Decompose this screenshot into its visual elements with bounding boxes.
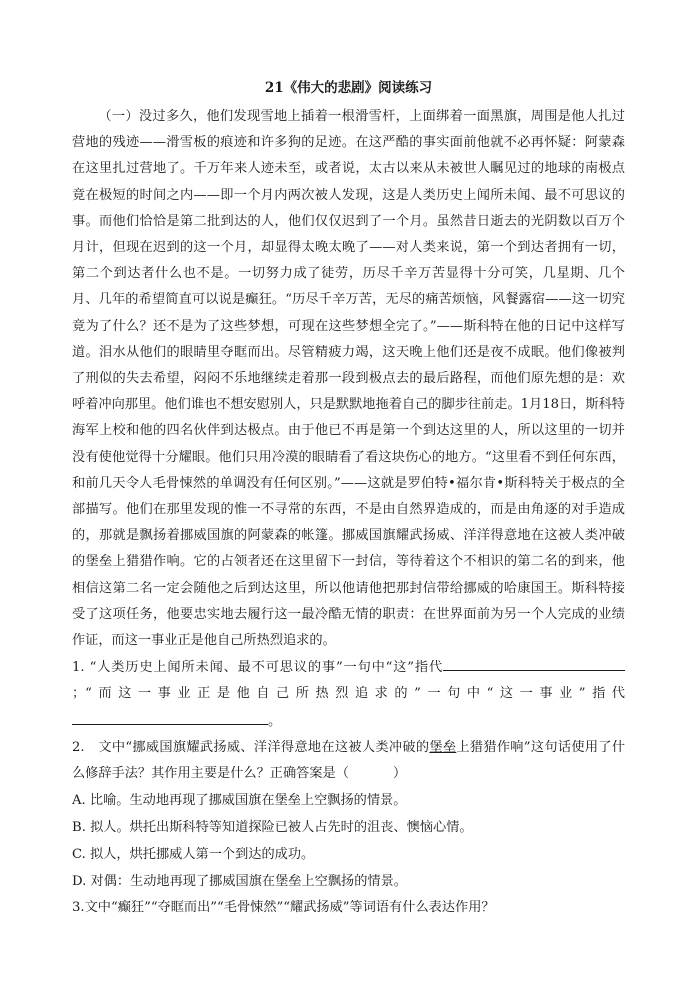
- question-2: [72, 735, 625, 787]
- option-b: B. 拟人。烘托出斯科特等知道探险已被人占先时的沮丧、懊恼心情。: [72, 820, 473, 836]
- answer-blank-1[interactable]: [443, 654, 625, 671]
- document-title: 21《伟大的悲剧》阅读练习: [264, 80, 433, 96]
- question-1-sep: ；“而这一事业正是他自己所热烈追求的”一句中“这一事业”指代: [72, 686, 625, 702]
- question-2-post: 上猎猎作响”这句话使用了什么修辞手法？其作用主要是什么？正确答案是（: [72, 739, 626, 782]
- question-2-underlined: 堡垒: [429, 739, 457, 755]
- option-c: C. 拟人，烘托挪威人第一个到达的成功。: [72, 847, 315, 863]
- question-3: 3.文中“癫狂”“夺眶而出”“毛骨悚然”“耀武扬威”等词语有什么表达作用？: [72, 900, 495, 916]
- question-1: [72, 654, 625, 735]
- question-1-part1: 1. “人类历史上闻所未闻、最不可思议的事”一句中“这”指代: [72, 660, 443, 676]
- question-2-close: ）: [392, 766, 407, 782]
- option-a: A. 比喻。生动地再现了挪威国旗在堡垒上空飘扬的情景。: [72, 793, 407, 809]
- question-1-end: 。: [268, 713, 282, 729]
- question-2-pre: 2. 文中“挪威国旗耀武扬威、洋洋得意地在这被人类冲破的: [72, 739, 430, 755]
- answer-blank-2[interactable]: [72, 708, 268, 725]
- worksheet-page: [72, 78, 625, 921]
- option-d: D. 对偶：生动地再现了挪威国旗在堡垒上空飘扬的情景。: [72, 874, 407, 890]
- reading-passage: （一）没过多久，他们发现雪地上插着一根滑雪杆，上面绑着一面黑旗，周围是他人扎过营地的残迹——滑雪板的痕迹和许多狗的足迹。在这严酷的事实面前他就不必再怀疑：阿蒙森在这里扎过营地了。千万年来人迹未至，或者说，太古以来从未被世人瞩见过的地球的南极点竟在极短的时间之内——即一个月内两次被人发现，这是人类历史上闻所未闻、最不可思议的事。而他们恰恰是第二批到达的人，他们仅仅迟到了一个月。虽然昔日逝去的光阴数以百万个月计，但现在迟到的这一个月，却显得太晚太晚了——对人类来说，第一个到达者拥有一切，第二个到达者什么也不是。一切努力成了徒劳，历尽千辛万苦显得十分可笑，几星期、几个月、几年的希望简直可以说是癫狂。“历尽千辛万苦，无尽的痛苦烦恼，风餐露宿——这一切究竟为了什么？还不是为了这些梦想，可现在这些梦想全完了。”——斯科特在他的日记中这样写道。泪水从他们的眼睛里夺眶而出。尽管精疲力竭，这天晚上他们还是夜不成眠。他们像被判了刑似的失去希望，闷闷不乐地继续走着那一段到极点去的最后路程，而他们原先想的是：欢呼着冲向那里。他们谁也不想安慰别人，只是默默地拖着自己的脚步往前走。1月18日，斯科特海军上校和他的四名伙伴到达极点。由于他已不再是第一个到达这里的人，所以这里的一切并没有使他觉得十分耀眼。他们只用冷漠的眼睛看了看这块伤心的地方。“这里看不到任何东西，和前几天令人毛骨悚然的单调没有任何区别。”——这就是罗伯特•福尔肯•斯科特关于极点的全部描写。他们在那里发现的惟一不寻常的东西，不是由自然界造成的，而是由角逐的对手造成的，那就是飘扬着挪威国旗的阿蒙森的帐篷。挪威国旗耀武扬威、洋洋得意地在这被人类冲破的堡垒上猎猎作响。它的占领者还在这里留下一封信，等待着这个不相识的第二名的到来，他相信这第二名一定会随他之后到达这里，所以他请他把那封信带给挪威的哈康国王。斯科特接受了这项任务，他要忠实地去履行这一最冷酷无情的职责：在世界面前为另一个人完成的业绩作证，而这一事业正是他自己所热烈追求的。: [72, 109, 625, 649]
